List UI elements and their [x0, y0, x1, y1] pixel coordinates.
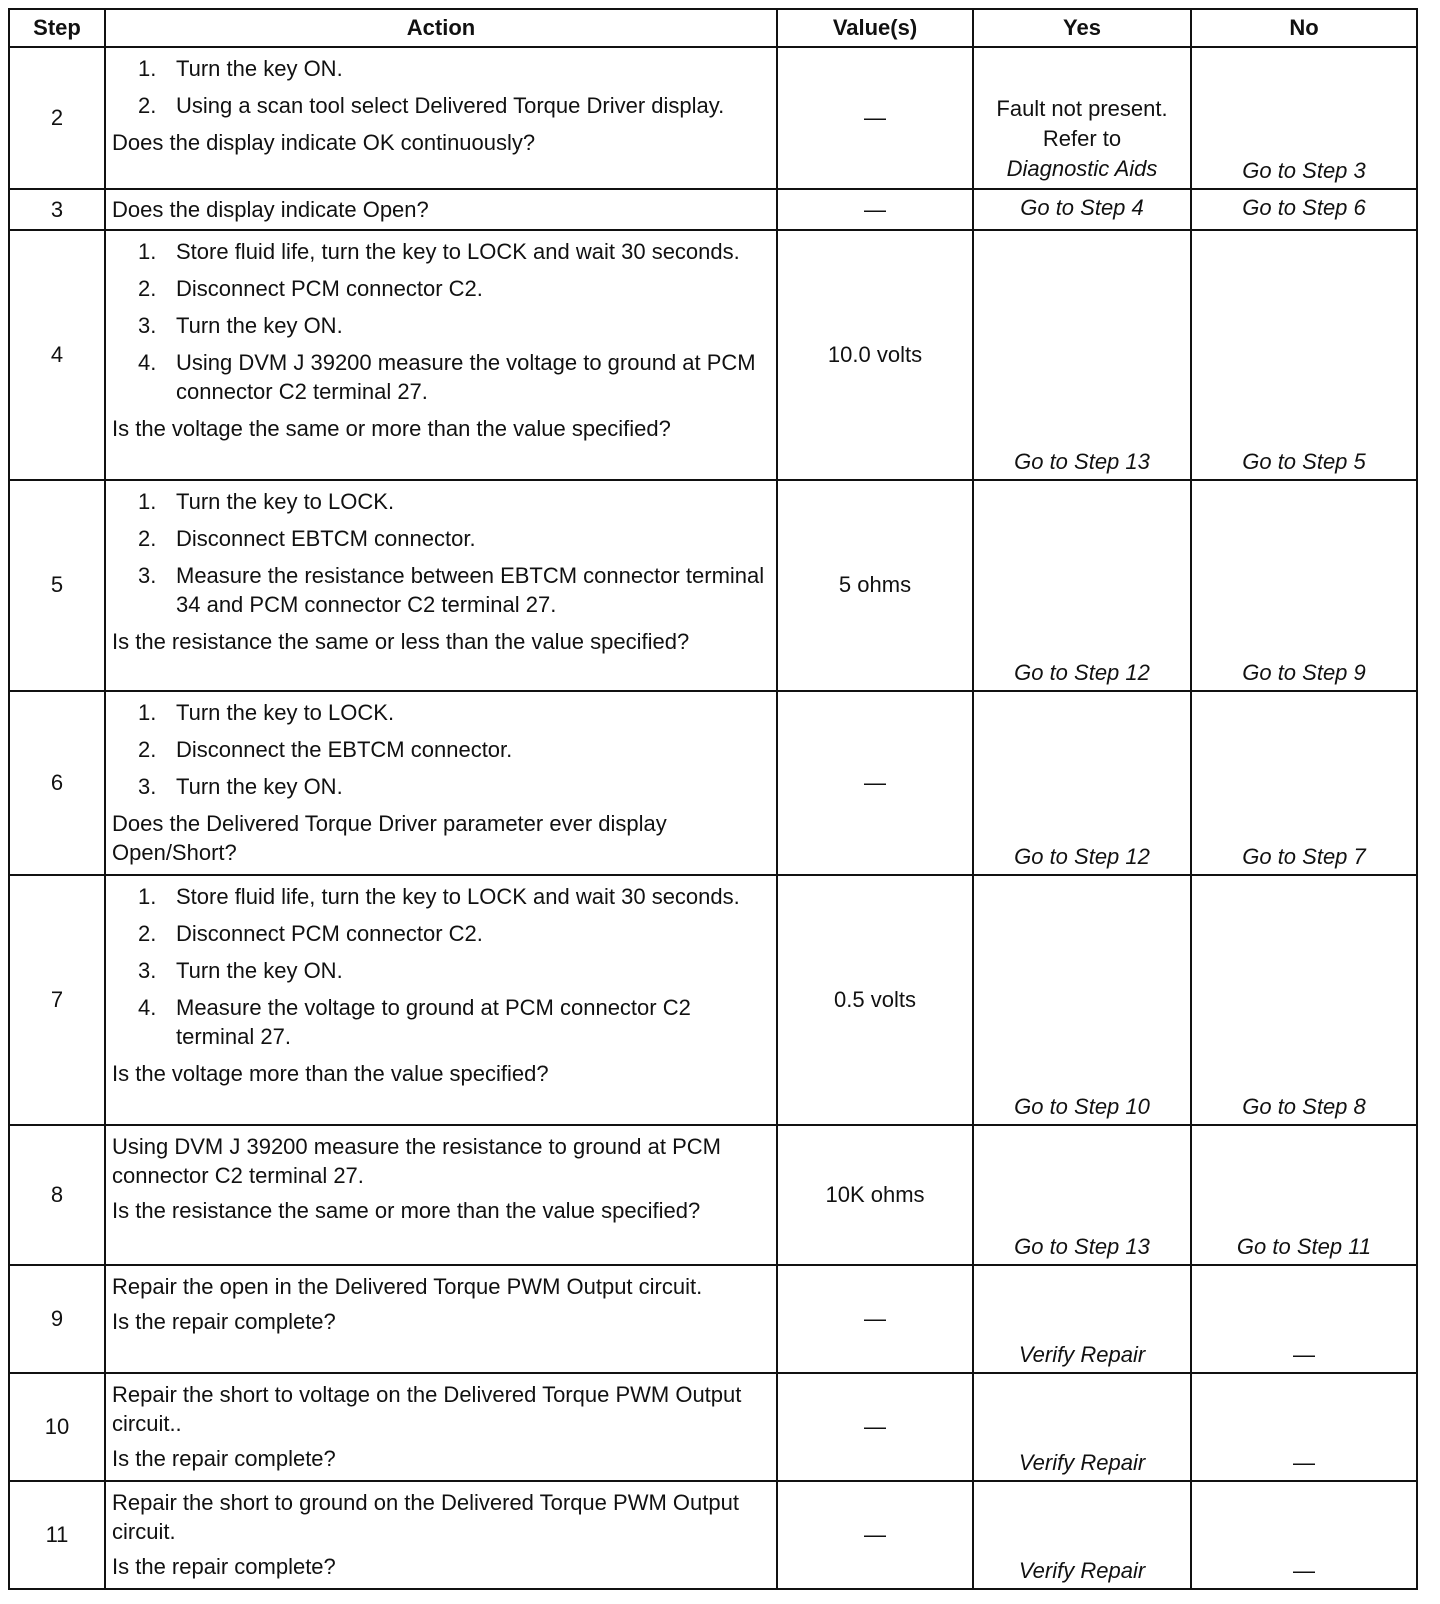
- step-number: 9: [9, 1265, 105, 1373]
- action-step-text: Measure the resistance between EBTCM connector terminal 34 and PCM connector C2 terminal 27.: [176, 562, 765, 617]
- header-step: Step: [9, 9, 105, 47]
- no-cell: —: [1191, 1481, 1417, 1589]
- value-cell: 5 ohms: [777, 480, 973, 692]
- table-row: [9, 230, 1417, 479]
- no-cell: Go to Step 11: [1191, 1125, 1417, 1265]
- action-lead: Using DVM J 39200 measure the resistance to ground at PCM connector C2 terminal 27.: [112, 1133, 721, 1188]
- action-question: Is the repair complete?: [112, 1309, 336, 1335]
- value-cell: —: [777, 189, 973, 230]
- action-step: [138, 524, 770, 553]
- yes-cell: Verify Repair: [973, 1481, 1191, 1589]
- table-row: [9, 691, 1417, 875]
- table-row: [9, 47, 1417, 189]
- action-cell: [105, 1481, 777, 1589]
- action-step: [138, 993, 770, 1051]
- no-cell: —: [1191, 1373, 1417, 1481]
- action-question: Is the repair complete?: [112, 1446, 336, 1472]
- value-cell: —: [777, 691, 973, 875]
- action-cell: [105, 1125, 777, 1265]
- action-cell: [105, 875, 777, 1124]
- yes-cell: Verify Repair: [973, 1265, 1191, 1373]
- action-step: [138, 919, 770, 948]
- action-question: Is the resistance the same or less than the value specified?: [112, 628, 690, 654]
- no-cell: Go to Step 5: [1191, 230, 1417, 479]
- value-cell: —: [777, 47, 973, 189]
- action-step: [138, 487, 770, 516]
- action-step-number: 3.: [138, 562, 157, 588]
- action-step-number: 2.: [138, 737, 157, 763]
- table-row: [9, 1125, 1417, 1265]
- action-lead: Repair the short to ground on the Delivered Torque PWM Output circuit.: [112, 1490, 739, 1545]
- table-row: [9, 875, 1417, 1124]
- header-yes: Yes: [973, 9, 1191, 47]
- yes-line: Refer to: [1042, 126, 1122, 152]
- action-step-text: Disconnect PCM connector C2.: [176, 276, 483, 302]
- no-cell: Go to Step 8: [1191, 875, 1417, 1124]
- yes-cell: [973, 47, 1191, 189]
- value-cell: 0.5 volts: [777, 875, 973, 1124]
- value-cell: —: [777, 1265, 973, 1373]
- action-step-text: Store fluid life, turn the key to LOCK and wait 30 seconds.: [176, 239, 740, 265]
- action-step: [138, 348, 770, 406]
- table-row: [9, 1481, 1417, 1589]
- header-no: No: [1191, 9, 1417, 47]
- action-step-text: Turn the key ON.: [176, 774, 343, 800]
- action-step: [138, 956, 770, 985]
- no-cell: —: [1191, 1265, 1417, 1373]
- action-step-number: 1.: [138, 488, 157, 514]
- step-number: 3: [9, 189, 105, 230]
- no-cell: Go to Step 6: [1191, 189, 1417, 230]
- action-step-number: 3.: [138, 313, 157, 339]
- action-cell: [105, 47, 777, 189]
- action-step-text: Turn the key to LOCK.: [176, 700, 395, 726]
- table-row: [9, 1373, 1417, 1481]
- step-number: 6: [9, 691, 105, 875]
- action-question: Is the voltage more than the value specified?: [112, 1061, 549, 1087]
- yes-line: Fault not present.: [996, 96, 1168, 122]
- yes-cell: Go to Step 13: [973, 230, 1191, 479]
- action-step: [138, 54, 770, 83]
- action-step-text: Turn the key ON.: [176, 56, 343, 81]
- action-question: Is the resistance the same or more than the value specified?: [112, 1197, 701, 1223]
- action-cell: [105, 480, 777, 692]
- action-step: [138, 698, 770, 727]
- action-step: [138, 561, 770, 619]
- action-step-text: Using a scan tool select Delivered Torque Driver display.: [176, 93, 725, 118]
- no-cell: Go to Step 3: [1191, 47, 1417, 189]
- diagnostic-table: [8, 8, 1418, 1590]
- step-number: 11: [9, 1481, 105, 1589]
- action-step: [138, 274, 770, 303]
- step-number: 10: [9, 1373, 105, 1481]
- action-step-text: Disconnect PCM connector C2.: [176, 921, 483, 947]
- action-step-number: 4.: [138, 350, 157, 376]
- step-number: 8: [9, 1125, 105, 1265]
- yes-cell: Go to Step 4: [973, 189, 1191, 230]
- header-row: [9, 9, 1417, 47]
- action-step-number: 2.: [138, 93, 157, 118]
- action-cell: [105, 230, 777, 479]
- action-step-text: Disconnect the EBTCM connector.: [176, 737, 513, 763]
- yes-cell: Go to Step 12: [973, 480, 1191, 692]
- action-cell: [105, 1373, 777, 1481]
- table-row: [9, 1265, 1417, 1373]
- action-step-text: Measure the voltage to ground at PCM connector C2 terminal 27.: [176, 995, 691, 1050]
- action-cell: [105, 1265, 777, 1373]
- action-cell: [105, 189, 777, 230]
- yes-cell: Go to Step 13: [973, 1125, 1191, 1265]
- step-number: 2: [9, 47, 105, 189]
- action-question: Does the Delivered Torque Driver parameter ever display Open/Short?: [112, 811, 667, 866]
- action-step-number: 1.: [138, 239, 157, 265]
- action-step-number: 3.: [138, 958, 157, 984]
- value-cell: —: [777, 1373, 973, 1481]
- action-step-text: Turn the key ON.: [176, 958, 343, 984]
- action-step-text: Turn the key ON.: [176, 313, 343, 339]
- value-cell: 10K ohms: [777, 1125, 973, 1265]
- action-step: [138, 772, 770, 801]
- value-cell: 10.0 volts: [777, 230, 973, 479]
- yes-reference: Diagnostic Aids: [1006, 156, 1158, 182]
- action-step: [138, 735, 770, 764]
- action-step-text: Disconnect EBTCM connector.: [176, 525, 476, 551]
- action-step-text: Store fluid life, turn the key to LOCK and wait 30 seconds.: [176, 884, 740, 910]
- action-lead: Repair the short to voltage on the Delivered Torque PWM Output circuit..: [112, 1382, 742, 1437]
- no-cell: Go to Step 7: [1191, 691, 1417, 875]
- action-step: [138, 91, 770, 120]
- action-step: [138, 882, 770, 911]
- action-step-number: 4.: [138, 995, 157, 1021]
- action-step-text: Using DVM J 39200 measure the voltage to ground at PCM connector C2 terminal 27.: [176, 350, 756, 405]
- action-question: Does the display indicate Open?: [112, 197, 429, 223]
- action-step-number: 1.: [138, 56, 157, 81]
- yes-cell: Verify Repair: [973, 1373, 1191, 1481]
- yes-cell: Go to Step 10: [973, 875, 1191, 1124]
- step-number: 5: [9, 480, 105, 692]
- step-number: 7: [9, 875, 105, 1124]
- action-step-number: 2.: [138, 276, 157, 302]
- yes-cell: Go to Step 12: [973, 691, 1191, 875]
- value-cell: —: [777, 1481, 973, 1589]
- header-values: Value(s): [777, 9, 973, 47]
- table-row: [9, 480, 1417, 692]
- action-step-text: Turn the key to LOCK.: [176, 488, 395, 514]
- action-question: Is the repair complete?: [112, 1554, 336, 1580]
- action-lead: Repair the open in the Delivered Torque PWM Output circuit.: [112, 1274, 703, 1300]
- action-step-number: 2.: [138, 921, 157, 947]
- header-action: Action: [105, 9, 777, 47]
- action-question: Is the voltage the same or more than the value specified?: [112, 416, 671, 442]
- action-step-number: 1.: [138, 884, 157, 910]
- action-cell: [105, 691, 777, 875]
- step-number: 4: [9, 230, 105, 479]
- action-step-number: 3.: [138, 774, 157, 800]
- table-row: [9, 189, 1417, 230]
- action-step: [138, 237, 770, 266]
- action-step: [138, 311, 770, 340]
- action-step-number: 2.: [138, 525, 157, 551]
- no-cell: Go to Step 9: [1191, 480, 1417, 692]
- action-step-number: 1.: [138, 700, 157, 726]
- action-question: Does the display indicate OK continuously?: [112, 130, 536, 155]
